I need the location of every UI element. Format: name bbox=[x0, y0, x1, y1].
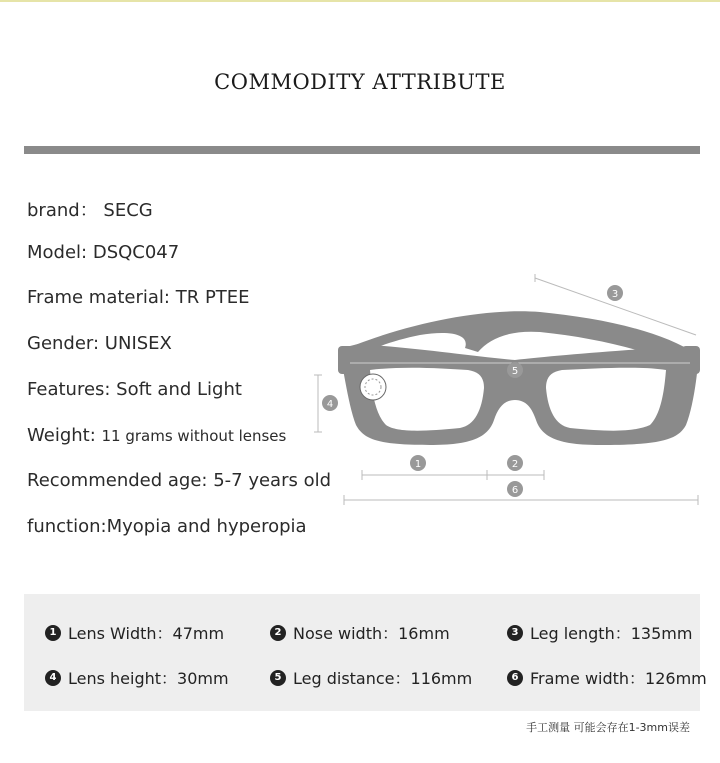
svg-text:4: 4 bbox=[326, 399, 334, 410]
attr-frame-material: Frame material: TR PTEE bbox=[27, 287, 250, 308]
spec-lens-width bbox=[45, 621, 224, 644]
spec-number-badge: 6 bbox=[507, 670, 523, 686]
spec-text: Frame width：126mm bbox=[530, 669, 707, 688]
svg-text:1: 1 bbox=[414, 459, 422, 470]
divider-bar bbox=[24, 146, 700, 154]
attr-brand: brand： SECG bbox=[27, 200, 153, 221]
svg-text:5: 5 bbox=[511, 366, 519, 377]
svg-text:2: 2 bbox=[511, 459, 519, 470]
marker-1 bbox=[410, 455, 426, 471]
glasses-left-hinge bbox=[338, 346, 358, 374]
spec-leg-distance bbox=[270, 666, 472, 689]
spec-lens-height bbox=[45, 666, 229, 689]
measurement-note: 手工测量 可能会存在1-3mm误差 bbox=[526, 721, 690, 734]
page-title: COMMODITY ATTRIBUTE bbox=[214, 70, 506, 94]
marker-5 bbox=[507, 362, 523, 378]
spec-number-badge: 1 bbox=[45, 625, 61, 641]
spec-number-badge: 2 bbox=[270, 625, 286, 641]
marker-2 bbox=[507, 455, 523, 471]
attr-weight bbox=[27, 425, 286, 446]
attr-model: Model: DSQC047 bbox=[27, 242, 180, 263]
top-border-line bbox=[0, 0, 720, 2]
spec-nose-width bbox=[270, 621, 450, 644]
marker-3 bbox=[607, 285, 623, 301]
spec-text: Lens Width：47mm bbox=[68, 624, 225, 643]
spec-number-badge: 3 bbox=[507, 625, 523, 641]
brand-logo-badge bbox=[360, 374, 386, 400]
attr-weight-value: 11 grams without lenses bbox=[101, 427, 287, 445]
svg-text:6: 6 bbox=[511, 485, 519, 496]
glasses-diagram bbox=[300, 260, 720, 510]
attr-features: Features: Soft and Light bbox=[27, 379, 242, 400]
spec-frame-width bbox=[507, 666, 707, 689]
spec-leg-length bbox=[507, 621, 692, 644]
attr-age: Recommended age: 5-7 years old bbox=[27, 470, 332, 491]
spec-number-badge: 4 bbox=[45, 670, 61, 686]
spec-text: Leg distance：116mm bbox=[293, 669, 473, 688]
spec-panel bbox=[24, 594, 707, 711]
attr-gender: Gender: UNISEX bbox=[27, 333, 172, 354]
svg-text:3: 3 bbox=[611, 289, 619, 300]
spec-text: Lens height：30mm bbox=[68, 669, 229, 688]
spec-text: Nose width：16mm bbox=[293, 624, 450, 643]
spec-text: Leg length：135mm bbox=[530, 624, 693, 643]
marker-4 bbox=[322, 395, 338, 411]
marker-6 bbox=[507, 481, 523, 497]
attr-weight-label: Weight: bbox=[27, 425, 102, 446]
spec-number-badge: 5 bbox=[270, 670, 286, 686]
attr-function: function:Myopia and hyperopia bbox=[27, 516, 307, 537]
glasses-right-hinge bbox=[682, 346, 700, 374]
glasses-front-frame bbox=[342, 344, 698, 445]
